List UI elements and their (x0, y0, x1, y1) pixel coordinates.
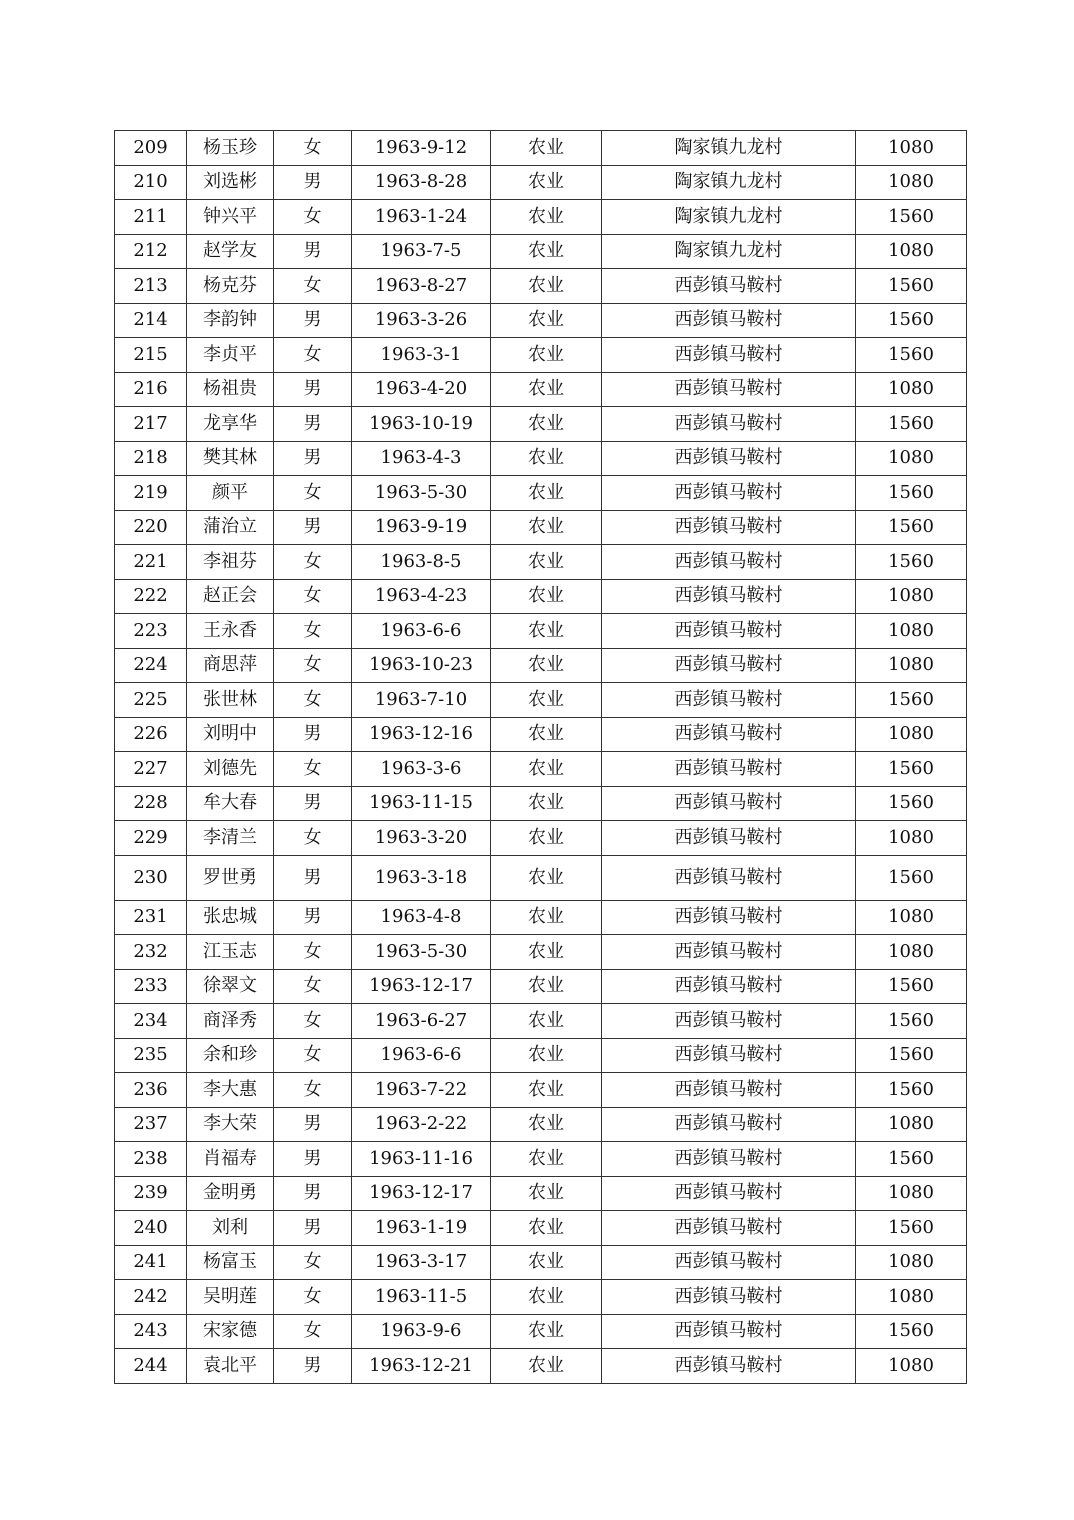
name-cell: 王永香 (187, 614, 274, 649)
serial-number-cell: 232 (115, 935, 187, 970)
birth-date-cell: 1963-2-22 (352, 1107, 491, 1142)
serial-number-cell: 240 (115, 1211, 187, 1246)
birth-date-cell: 1963-9-19 (352, 510, 491, 545)
name-cell: 刘利 (187, 1211, 274, 1246)
occupation-cell: 农业 (491, 372, 602, 407)
occupation-cell: 农业 (491, 1004, 602, 1039)
name-cell: 杨玉珍 (187, 131, 274, 166)
amount-cell: 1080 (856, 900, 967, 935)
name-cell: 刘明中 (187, 717, 274, 752)
address-cell: 西彭镇马鞍村 (602, 372, 856, 407)
table-row (115, 131, 967, 166)
table-row (115, 1314, 967, 1349)
birth-date-cell: 1963-10-19 (352, 407, 491, 442)
serial-number-cell: 214 (115, 303, 187, 338)
gender-cell: 女 (274, 821, 352, 856)
serial-number-cell: 210 (115, 165, 187, 200)
serial-number-cell: 238 (115, 1142, 187, 1177)
serial-number-cell: 220 (115, 510, 187, 545)
serial-number-cell: 242 (115, 1280, 187, 1315)
address-cell: 西彭镇马鞍村 (602, 476, 856, 511)
name-cell: 肖福寿 (187, 1142, 274, 1177)
birth-date-cell: 1963-12-17 (352, 969, 491, 1004)
address-cell: 西彭镇马鞍村 (602, 579, 856, 614)
serial-number-cell: 231 (115, 900, 187, 935)
table-row (115, 1245, 967, 1280)
birth-date-cell: 1963-5-30 (352, 935, 491, 970)
occupation-cell: 农业 (491, 1280, 602, 1315)
name-cell: 张世林 (187, 683, 274, 718)
name-cell: 钟兴平 (187, 200, 274, 235)
name-cell: 杨祖贵 (187, 372, 274, 407)
birth-date-cell: 1963-3-26 (352, 303, 491, 338)
address-cell: 西彭镇马鞍村 (602, 545, 856, 580)
occupation-cell: 农业 (491, 579, 602, 614)
gender-cell: 男 (274, 900, 352, 935)
address-cell: 陶家镇九龙村 (602, 234, 856, 269)
birth-date-cell: 1963-4-8 (352, 900, 491, 935)
occupation-cell: 农业 (491, 545, 602, 580)
amount-cell: 1560 (856, 1211, 967, 1246)
birth-date-cell: 1963-8-28 (352, 165, 491, 200)
name-cell: 刘德先 (187, 752, 274, 787)
occupation-cell: 农业 (491, 683, 602, 718)
address-cell: 西彭镇马鞍村 (602, 1211, 856, 1246)
serial-number-cell: 243 (115, 1314, 187, 1349)
occupation-cell: 农业 (491, 441, 602, 476)
occupation-cell: 农业 (491, 1245, 602, 1280)
serial-number-cell: 217 (115, 407, 187, 442)
gender-cell: 男 (274, 303, 352, 338)
gender-cell: 男 (274, 786, 352, 821)
gender-cell: 女 (274, 648, 352, 683)
occupation-cell: 农业 (491, 1176, 602, 1211)
serial-number-cell: 221 (115, 545, 187, 580)
amount-cell: 1560 (856, 510, 967, 545)
table-row (115, 407, 967, 442)
table-row (115, 476, 967, 511)
birth-date-cell: 1963-7-22 (352, 1073, 491, 1108)
name-cell: 江玉志 (187, 935, 274, 970)
table-row (115, 1073, 967, 1108)
gender-cell: 男 (274, 372, 352, 407)
name-cell: 刘选彬 (187, 165, 274, 200)
gender-cell: 女 (274, 1073, 352, 1108)
amount-cell: 1080 (856, 165, 967, 200)
table-row (115, 855, 967, 900)
gender-cell: 男 (274, 441, 352, 476)
address-cell: 陶家镇九龙村 (602, 165, 856, 200)
table-row (115, 969, 967, 1004)
birth-date-cell: 1963-6-27 (352, 1004, 491, 1039)
serial-number-cell: 209 (115, 131, 187, 166)
name-cell: 余和珍 (187, 1038, 274, 1073)
amount-cell: 1560 (856, 407, 967, 442)
birth-date-cell: 1963-7-10 (352, 683, 491, 718)
serial-number-cell: 244 (115, 1349, 187, 1384)
table-row (115, 786, 967, 821)
gender-cell: 男 (274, 234, 352, 269)
birth-date-cell: 1963-3-17 (352, 1245, 491, 1280)
amount-cell: 1080 (856, 1280, 967, 1315)
address-cell: 西彭镇马鞍村 (602, 1073, 856, 1108)
amount-cell: 1560 (856, 476, 967, 511)
gender-cell: 女 (274, 1038, 352, 1073)
occupation-cell: 农业 (491, 1211, 602, 1246)
serial-number-cell: 225 (115, 683, 187, 718)
birth-date-cell: 1963-4-20 (352, 372, 491, 407)
table-row (115, 441, 967, 476)
birth-date-cell: 1963-3-6 (352, 752, 491, 787)
name-cell: 李大荣 (187, 1107, 274, 1142)
birth-date-cell: 1963-9-6 (352, 1314, 491, 1349)
birth-date-cell: 1963-1-24 (352, 200, 491, 235)
gender-cell: 女 (274, 476, 352, 511)
table-row (115, 510, 967, 545)
serial-number-cell: 237 (115, 1107, 187, 1142)
amount-cell: 1560 (856, 1004, 967, 1039)
address-cell: 西彭镇马鞍村 (602, 935, 856, 970)
amount-cell: 1080 (856, 579, 967, 614)
occupation-cell: 农业 (491, 614, 602, 649)
birth-date-cell: 1963-3-18 (352, 855, 491, 900)
occupation-cell: 农业 (491, 165, 602, 200)
occupation-cell: 农业 (491, 269, 602, 304)
birth-date-cell: 1963-12-21 (352, 1349, 491, 1384)
address-cell: 西彭镇马鞍村 (602, 1107, 856, 1142)
amount-cell: 1080 (856, 821, 967, 856)
occupation-cell: 农业 (491, 131, 602, 166)
serial-number-cell: 212 (115, 234, 187, 269)
table-row (115, 648, 967, 683)
address-cell: 西彭镇马鞍村 (602, 1314, 856, 1349)
birth-date-cell: 1963-10-23 (352, 648, 491, 683)
amount-cell: 1560 (856, 1073, 967, 1108)
amount-cell: 1560 (856, 1314, 967, 1349)
table-row (115, 1107, 967, 1142)
address-cell: 西彭镇马鞍村 (602, 648, 856, 683)
serial-number-cell: 239 (115, 1176, 187, 1211)
amount-cell: 1080 (856, 614, 967, 649)
gender-cell: 男 (274, 1349, 352, 1384)
serial-number-cell: 219 (115, 476, 187, 511)
occupation-cell: 农业 (491, 510, 602, 545)
gender-cell: 女 (274, 1245, 352, 1280)
occupation-cell: 农业 (491, 407, 602, 442)
gender-cell: 女 (274, 269, 352, 304)
birth-date-cell: 1963-8-5 (352, 545, 491, 580)
occupation-cell: 农业 (491, 303, 602, 338)
occupation-cell: 农业 (491, 821, 602, 856)
table-row (115, 269, 967, 304)
amount-cell: 1560 (856, 303, 967, 338)
occupation-cell: 农业 (491, 969, 602, 1004)
gender-cell: 女 (274, 131, 352, 166)
occupation-cell: 农业 (491, 855, 602, 900)
name-cell: 金明勇 (187, 1176, 274, 1211)
amount-cell: 1560 (856, 752, 967, 787)
address-cell: 西彭镇马鞍村 (602, 1142, 856, 1177)
gender-cell: 男 (274, 1142, 352, 1177)
table-row (115, 1004, 967, 1039)
amount-cell: 1080 (856, 131, 967, 166)
name-cell: 商思萍 (187, 648, 274, 683)
occupation-cell: 农业 (491, 1314, 602, 1349)
address-cell: 西彭镇马鞍村 (602, 269, 856, 304)
gender-cell: 女 (274, 579, 352, 614)
amount-cell: 1080 (856, 1245, 967, 1280)
table-row (115, 545, 967, 580)
birth-date-cell: 1963-4-23 (352, 579, 491, 614)
gender-cell: 女 (274, 683, 352, 718)
serial-number-cell: 236 (115, 1073, 187, 1108)
occupation-cell: 农业 (491, 786, 602, 821)
serial-number-cell: 223 (115, 614, 187, 649)
name-cell: 宋家德 (187, 1314, 274, 1349)
amount-cell: 1080 (856, 441, 967, 476)
gender-cell: 男 (274, 1176, 352, 1211)
table-row (115, 1349, 967, 1384)
name-cell: 徐翠文 (187, 969, 274, 1004)
serial-number-cell: 233 (115, 969, 187, 1004)
name-cell: 牟大春 (187, 786, 274, 821)
serial-number-cell: 230 (115, 855, 187, 900)
occupation-cell: 农业 (491, 476, 602, 511)
gender-cell: 男 (274, 510, 352, 545)
gender-cell: 女 (274, 935, 352, 970)
table-row (115, 338, 967, 373)
birth-date-cell: 1963-11-5 (352, 1280, 491, 1315)
birth-date-cell: 1963-9-12 (352, 131, 491, 166)
gender-cell: 女 (274, 545, 352, 580)
amount-cell: 1080 (856, 372, 967, 407)
address-cell: 西彭镇马鞍村 (602, 683, 856, 718)
table-row (115, 165, 967, 200)
birth-date-cell: 1963-4-3 (352, 441, 491, 476)
occupation-cell: 农业 (491, 648, 602, 683)
name-cell: 袁北平 (187, 1349, 274, 1384)
serial-number-cell: 241 (115, 1245, 187, 1280)
table-row (115, 935, 967, 970)
amount-cell: 1080 (856, 717, 967, 752)
table-row (115, 372, 967, 407)
serial-number-cell: 229 (115, 821, 187, 856)
address-cell: 西彭镇马鞍村 (602, 969, 856, 1004)
serial-number-cell: 228 (115, 786, 187, 821)
address-cell: 西彭镇马鞍村 (602, 821, 856, 856)
amount-cell: 1560 (856, 855, 967, 900)
amount-cell: 1080 (856, 234, 967, 269)
occupation-cell: 农业 (491, 1073, 602, 1108)
address-cell: 西彭镇马鞍村 (602, 752, 856, 787)
name-cell: 蒲治立 (187, 510, 274, 545)
serial-number-cell: 235 (115, 1038, 187, 1073)
name-cell: 李祖芬 (187, 545, 274, 580)
gender-cell: 男 (274, 1107, 352, 1142)
address-cell: 西彭镇马鞍村 (602, 855, 856, 900)
table-row (115, 614, 967, 649)
serial-number-cell: 226 (115, 717, 187, 752)
gender-cell: 女 (274, 1280, 352, 1315)
address-cell: 西彭镇马鞍村 (602, 786, 856, 821)
name-cell: 张忠城 (187, 900, 274, 935)
amount-cell: 1080 (856, 1349, 967, 1384)
table-row (115, 579, 967, 614)
serial-number-cell: 222 (115, 579, 187, 614)
address-cell: 西彭镇马鞍村 (602, 1349, 856, 1384)
table-row (115, 821, 967, 856)
gender-cell: 女 (274, 200, 352, 235)
serial-number-cell: 211 (115, 200, 187, 235)
name-cell: 杨克芬 (187, 269, 274, 304)
amount-cell: 1560 (856, 683, 967, 718)
gender-cell: 男 (274, 1211, 352, 1246)
serial-number-cell: 216 (115, 372, 187, 407)
address-cell: 西彭镇马鞍村 (602, 1004, 856, 1039)
name-cell: 赵正会 (187, 579, 274, 614)
occupation-cell: 农业 (491, 1142, 602, 1177)
gender-cell: 女 (274, 969, 352, 1004)
address-cell: 西彭镇马鞍村 (602, 614, 856, 649)
address-cell: 西彭镇马鞍村 (602, 1245, 856, 1280)
amount-cell: 1560 (856, 969, 967, 1004)
occupation-cell: 农业 (491, 1038, 602, 1073)
occupation-cell: 农业 (491, 752, 602, 787)
name-cell: 颜平 (187, 476, 274, 511)
address-cell: 西彭镇马鞍村 (602, 717, 856, 752)
table-row (115, 1211, 967, 1246)
table-row (115, 1038, 967, 1073)
table-row (115, 683, 967, 718)
name-cell: 李贞平 (187, 338, 274, 373)
table-row (115, 752, 967, 787)
name-cell: 罗世勇 (187, 855, 274, 900)
amount-cell: 1560 (856, 1038, 967, 1073)
roster-table (114, 130, 967, 1384)
amount-cell: 1080 (856, 1107, 967, 1142)
serial-number-cell: 213 (115, 269, 187, 304)
occupation-cell: 农业 (491, 717, 602, 752)
gender-cell: 男 (274, 165, 352, 200)
birth-date-cell: 1963-11-15 (352, 786, 491, 821)
birth-date-cell: 1963-7-5 (352, 234, 491, 269)
name-cell: 杨富玉 (187, 1245, 274, 1280)
serial-number-cell: 215 (115, 338, 187, 373)
birth-date-cell: 1963-12-17 (352, 1176, 491, 1211)
amount-cell: 1560 (856, 338, 967, 373)
gender-cell: 男 (274, 855, 352, 900)
birth-date-cell: 1963-3-20 (352, 821, 491, 856)
occupation-cell: 农业 (491, 200, 602, 235)
birth-date-cell: 1963-6-6 (352, 1038, 491, 1073)
amount-cell: 1080 (856, 1176, 967, 1211)
name-cell: 李清兰 (187, 821, 274, 856)
table-row (115, 234, 967, 269)
birth-date-cell: 1963-1-19 (352, 1211, 491, 1246)
serial-number-cell: 224 (115, 648, 187, 683)
table-row (115, 1142, 967, 1177)
address-cell: 西彭镇马鞍村 (602, 338, 856, 373)
address-cell: 西彭镇马鞍村 (602, 1280, 856, 1315)
roster-table-body (115, 131, 967, 1384)
birth-date-cell: 1963-11-16 (352, 1142, 491, 1177)
address-cell: 陶家镇九龙村 (602, 131, 856, 166)
name-cell: 樊其林 (187, 441, 274, 476)
table-row (115, 1176, 967, 1211)
name-cell: 李大惠 (187, 1073, 274, 1108)
serial-number-cell: 218 (115, 441, 187, 476)
occupation-cell: 农业 (491, 234, 602, 269)
serial-number-cell: 227 (115, 752, 187, 787)
occupation-cell: 农业 (491, 338, 602, 373)
address-cell: 西彭镇马鞍村 (602, 407, 856, 442)
address-cell: 西彭镇马鞍村 (602, 900, 856, 935)
address-cell: 西彭镇马鞍村 (602, 1038, 856, 1073)
name-cell: 李韵钟 (187, 303, 274, 338)
birth-date-cell: 1963-6-6 (352, 614, 491, 649)
serial-number-cell: 234 (115, 1004, 187, 1039)
amount-cell: 1080 (856, 935, 967, 970)
table-row (115, 1280, 967, 1315)
amount-cell: 1560 (856, 269, 967, 304)
table-row (115, 200, 967, 235)
address-cell: 西彭镇马鞍村 (602, 1176, 856, 1211)
gender-cell: 男 (274, 407, 352, 442)
birth-date-cell: 1963-12-16 (352, 717, 491, 752)
address-cell: 西彭镇马鞍村 (602, 303, 856, 338)
birth-date-cell: 1963-8-27 (352, 269, 491, 304)
occupation-cell: 农业 (491, 935, 602, 970)
amount-cell: 1080 (856, 648, 967, 683)
amount-cell: 1560 (856, 1142, 967, 1177)
table-row (115, 900, 967, 935)
amount-cell: 1560 (856, 786, 967, 821)
table-row (115, 303, 967, 338)
amount-cell: 1560 (856, 545, 967, 580)
name-cell: 赵学友 (187, 234, 274, 269)
birth-date-cell: 1963-3-1 (352, 338, 491, 373)
gender-cell: 女 (274, 1004, 352, 1039)
gender-cell: 女 (274, 614, 352, 649)
gender-cell: 女 (274, 1314, 352, 1349)
name-cell: 商泽秀 (187, 1004, 274, 1039)
occupation-cell: 农业 (491, 1107, 602, 1142)
occupation-cell: 农业 (491, 900, 602, 935)
occupation-cell: 农业 (491, 1349, 602, 1384)
birth-date-cell: 1963-5-30 (352, 476, 491, 511)
amount-cell: 1560 (856, 200, 967, 235)
address-cell: 西彭镇马鞍村 (602, 441, 856, 476)
name-cell: 吴明莲 (187, 1280, 274, 1315)
table-row (115, 717, 967, 752)
gender-cell: 女 (274, 752, 352, 787)
address-cell: 陶家镇九龙村 (602, 200, 856, 235)
gender-cell: 女 (274, 338, 352, 373)
address-cell: 西彭镇马鞍村 (602, 510, 856, 545)
name-cell: 龙享华 (187, 407, 274, 442)
gender-cell: 男 (274, 717, 352, 752)
